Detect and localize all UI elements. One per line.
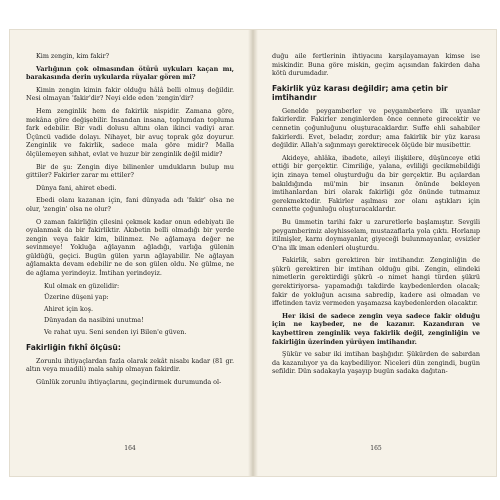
paragraph: Bu ümmetin tarihi fakr u zaruretlerle başlamıştır. Sevgili peygamberimiz aleyhisselam, mustazaflarla yola çıktı. Horlanıp itilmişler, karnı doymayanlar, giyeceği bulunmayanlar, evsizler O'na ilk iman edenleri oluşturdu.	[272, 217, 480, 252]
verse-line: Üzerine düşeni yap:	[44, 293, 109, 302]
paragraph: Dünya fani, ahiret ebedi.	[36, 183, 117, 192]
paragraph: duğu aile fertlerinin ihtiyacını karşılayamayan kimse ise miskindir. Buna göre miskin, geçim açısından fakirden daha kötü durumdadır.	[272, 52, 480, 78]
paragraph: Akideye, ahlâka, ibadete, aileyi ilişkilere, düşünceye etki ettiği bir gerçektir. Cimriliğe, yalana, evliliği gecikmebildiği için zinaya temel oluşturduğu da bir gerçektir. Bu açılardan bakıldığında mü'min bir insanın önünde bekleyen imtihanlardan biri olarak fakirliği göz önünde tutmamız gerekmektedir. Fakirler aşılması zor olanı aştıkları için cennette çoğunluğu oluşturacaklardır.	[272, 153, 480, 214]
paragraph: Her ikisi de sadece zengin veya sadece fakir olduğu için ne kaybeder, ne de kazanır. Kazandıran ve kaybettiren zenginlik veya fakirlik değil, zenginliğin ve fakirliğin üzerinden yürüyen imtihandır.	[272, 311, 480, 346]
paragraph: Bir de şu: Zengin diye bilinenler umdukların bulup mu gittiler? Fakirler zarar mı ettiler?	[26, 162, 234, 180]
right-page	[272, 52, 480, 454]
paragraph: Varlığının çok olmasından ötürü uykuları kaçan mı, barakasında derin uykularda rüyalar gören mi?	[26, 64, 234, 82]
verse-line: Ahiret için koş.	[44, 304, 94, 313]
paragraph: Zorunlu ihtiyaçlardan fazla olarak zekât nisabı kadar (81 gr. altın veya muadili) mala sahip olmayan fakirdir.	[26, 356, 234, 374]
book-gutter	[248, 30, 258, 476]
verse-block	[26, 282, 234, 337]
page-number: 164	[124, 445, 136, 453]
paragraph: Hem zenginlik hem de fakirlik nispidir. Zamana göre, mekâna göre değişebilir. İnsandan insana, toplumdan topluma fark edebilir. Bir vadi dolusu altını olan ikinci vadiyi arar. Üçüncü vadide dolayı. Nihayet, bir avuç toprak göz doyurur. Zenginlik ve fakirlik, sadece mala göre midir? Malla ölçülemeyen sıhhat, evlat ve huzur bir zenginlik değil midir?	[26, 106, 234, 158]
section-heading: Fakirliğin fıkhî ölçüsü:	[26, 342, 121, 352]
section-heading: Fakirlik yüz karası değildir; ama çetin bir imtihandır	[272, 83, 448, 102]
paragraph: O zaman fakirliğin çilesini çekmek kadar onun edebiyatı ile oyalanmak da bir fakirliktir. Akıbetin belli olmadığı bir yerde zengin veya fakir kim, bilinmez. Ne ağlamaya değer ne sevinmeye! Yokluğa ağlayanın ağladığı, varlığa gülenin güldüğü, geçici. Bugün gülen yarın ağlayabilir. Ne ağlayan ağlamakta devam edebilir ne de son gülen oldu. Ne gülme, ne de ağlama yerindeyiz. İmtihan yerindeyiz.	[26, 217, 234, 278]
paragraph: Kimin zengin kimin fakir olduğu hâlâ belli olmuş değildir. Nesi olmayan 'fakir'dir? Neyi elde eden 'zengin'dir?	[26, 85, 234, 103]
paragraph: Ebedi olanı kazanan için, fani dünyada adı 'fakir' olsa ne olur, 'zengin' olsa ne olur?	[26, 196, 234, 213]
paragraph: Genelde peygamberler ve peygamberlere ilk uyanlar fakirlerdir. Fakirler zenginlerden önce cennete girecektir ve cennetin çoğunluğunu oluşturacaklardır. Suffe ehli sahabiler fakirlerdi. Evet, beladır, zordur; ama fakirlik bir yüz karası değildir. Allah'a sığınmayı gerektirecek ölçüde bir musibettir.	[272, 106, 480, 150]
verse-line: Kul olmak en güzelidir:	[44, 281, 120, 290]
paragraph: Kim zengin, kim fakir?	[36, 52, 110, 60]
page-number: 165	[370, 445, 382, 453]
left-paragraphs	[26, 52, 234, 278]
book-spread	[10, 30, 496, 476]
verse-line: Ve rahat uyu. Seni senden iyi Bilen'e güven.	[44, 328, 187, 337]
paragraph: Günlük zorunlu ihtiyaçlarını, geçindirmek durumunda ol-	[36, 377, 222, 386]
verse-line: Dünyadan da nasibini unutma!	[44, 316, 144, 325]
left-page	[26, 52, 234, 454]
paragraph: Fakirlik, sabrı gerektiren bir imtihandır. Zenginliğin de şükrü gerektiren bir imtihan olduğu gibi. Zengin, elindeki nimetlerin gerektirdiği şükrü -o nimet hangi türden şükrü gerektiriyorsa- yapamadığı takdirde kaybedenlerden olacak; fakir de yokluğun acısına sabredip, kadere asi olmadan ve iffetinden taviz vermeden yaşamazsa kaybedenlerden olacaktır.	[272, 256, 480, 308]
paragraph: Şükür ve sabır iki imtihan başlığıdır. Şükürden de sabırdan da kazanılıyor ya da kaybediliyor. Niceleri dün zengindi, bugün sefildir. Dün sadakayla yaşayıp bugün sadaka dağıtan-	[272, 350, 480, 376]
